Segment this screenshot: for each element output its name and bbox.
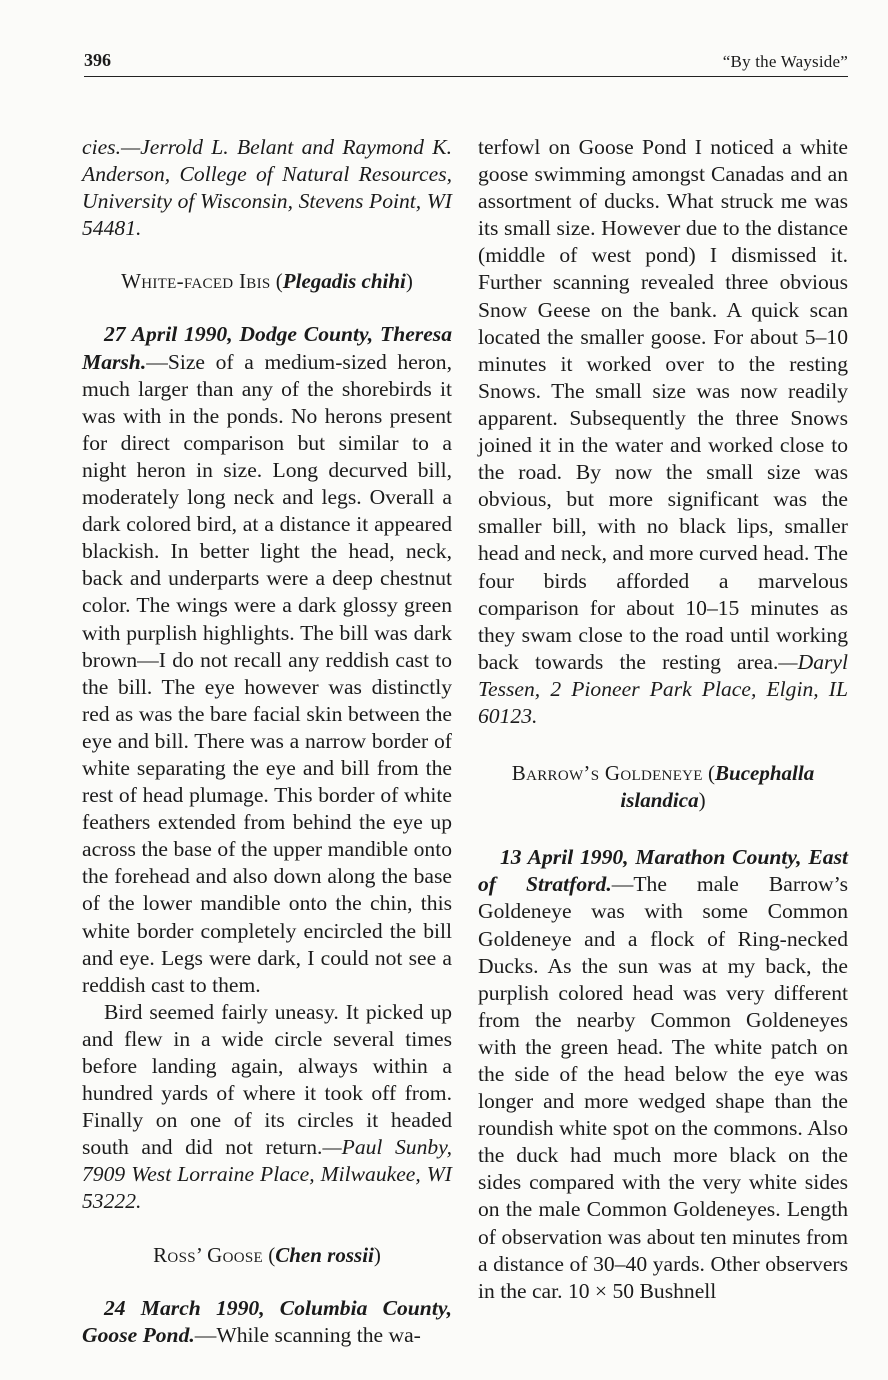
goldeneye-report: [478, 844, 848, 1305]
report-body: —Size of a medium-sized heron, much larger than any of the shorebirds it was with in the ponds. No herons present for direct comparison but similar to a night heron in size. Long decurved bill, moderately long neck and legs. Overall a dark colored bird, at a distance it appeared blackish. In better light the head, neck, back and underparts were a deep chestnut color. The wings were a dark glossy green with purplish highlights. The bill was dark brown—I do not recall any reddish cast to the bill. The eye however was distinctly red as was the bare facial skin between the eye and bill. There was a narrow border of white separating the eye and bill from the rest of head plumage. This border of white feathers extended from behind the eye up across the base of the upper mandible onto the forehead and also down along the base of the lower mandible onto the chin, this white border completely encircled the bill and eye. Legs were dark, I could not see a reddish cast to them.: [82, 349, 452, 997]
report-date-location: 27 April 1990, Dodge County, Theresa Marsh.: [82, 322, 452, 374]
report-body: —While scanning the wa-: [194, 1322, 421, 1347]
page-header: [84, 46, 848, 77]
running-title: “By the Wayside”: [722, 52, 848, 71]
previous-signature: [82, 134, 452, 242]
page-number: 396: [84, 50, 111, 70]
ibis-report: [82, 321, 452, 998]
report-body: Bird seemed fairly uneasy. It picked up and flew in a wide circle several times before landing again, always within a hundred yards of where it took off from. Finally on one of its circles it headed south and did not return.: [82, 999, 452, 1160]
report-body: —The male Barrow’s Goldeneye was with some Common Goldeneye and a flock of Ring-necked Ducks. As the sun was at my back, the purplish colored head was very different from the nearby Common Goldeneyes with the green head. The white patch on the side of the head below the eye was longer and more wedged shape than the roundish white spot on the commons. Also the duck had much more black on the sides compared with the very white sides on the male Common Goldeneyes. Length of observation was about ten minutes from a distance of 30–40 yards. Other observers in the car. 10 × 50 Bushnell: [478, 872, 849, 1303]
left-column: [82, 134, 452, 1349]
ross-goose-report-continued: [478, 134, 848, 730]
ibis-report-continued: [82, 999, 452, 1216]
species-heading-ross-goose: Ross’ Goose (Chen rossii): [153, 1242, 381, 1267]
species-heading-barrows-goldeneye: Barrow’s Goldeneye (Bucephalla islandica): [511, 761, 815, 813]
ross-goose-report: [82, 1295, 452, 1349]
species-heading-white-faced-ibis: White-faced Ibis (Plegadis chihi): [121, 269, 413, 294]
right-column: [478, 134, 848, 1305]
report-date-location: 24 March 1990, Columbia County, Goose Pond.: [82, 1295, 452, 1347]
signature: cies.—Jerrold L. Belant and Raymond K. Anderson, College of Natural Resources, University of Wisconsin, Stevens Point, WI 54481.: [82, 135, 452, 241]
signature: —Daryl Tessen, 2 Pioneer Park Place, Elgin, IL 60123.: [478, 649, 848, 728]
signature: —Paul Sunby, 7909 West Lorraine Place, Milwaukee, WI 53222.: [82, 1135, 452, 1214]
report-date-location: 13 April 1990, Marathon County, East of Stratford.: [478, 845, 848, 897]
report-body: terfowl on Goose Pond I noticed a white goose swimming amongst Canadas and an assortment of ducks. What struck me was its small size. However due to the distance (middle of west pond) I dismissed it. Further scanning revealed three obvious Snow Geese on the bank. A quick scan located the smaller goose. For about 5–10 minutes it worked over to the resting Snows. The small size was now readily apparent. Subsequently the three Snows joined it in the water and worked close to the road. By now the small size was obvious, but more significant was the smaller bill, with no black lips, smaller head and neck, and more curved head. The four birds afforded a marvelous comparison for about 10–15 minutes as they swam close to the road until working back towards the resting area.: [478, 135, 848, 674]
